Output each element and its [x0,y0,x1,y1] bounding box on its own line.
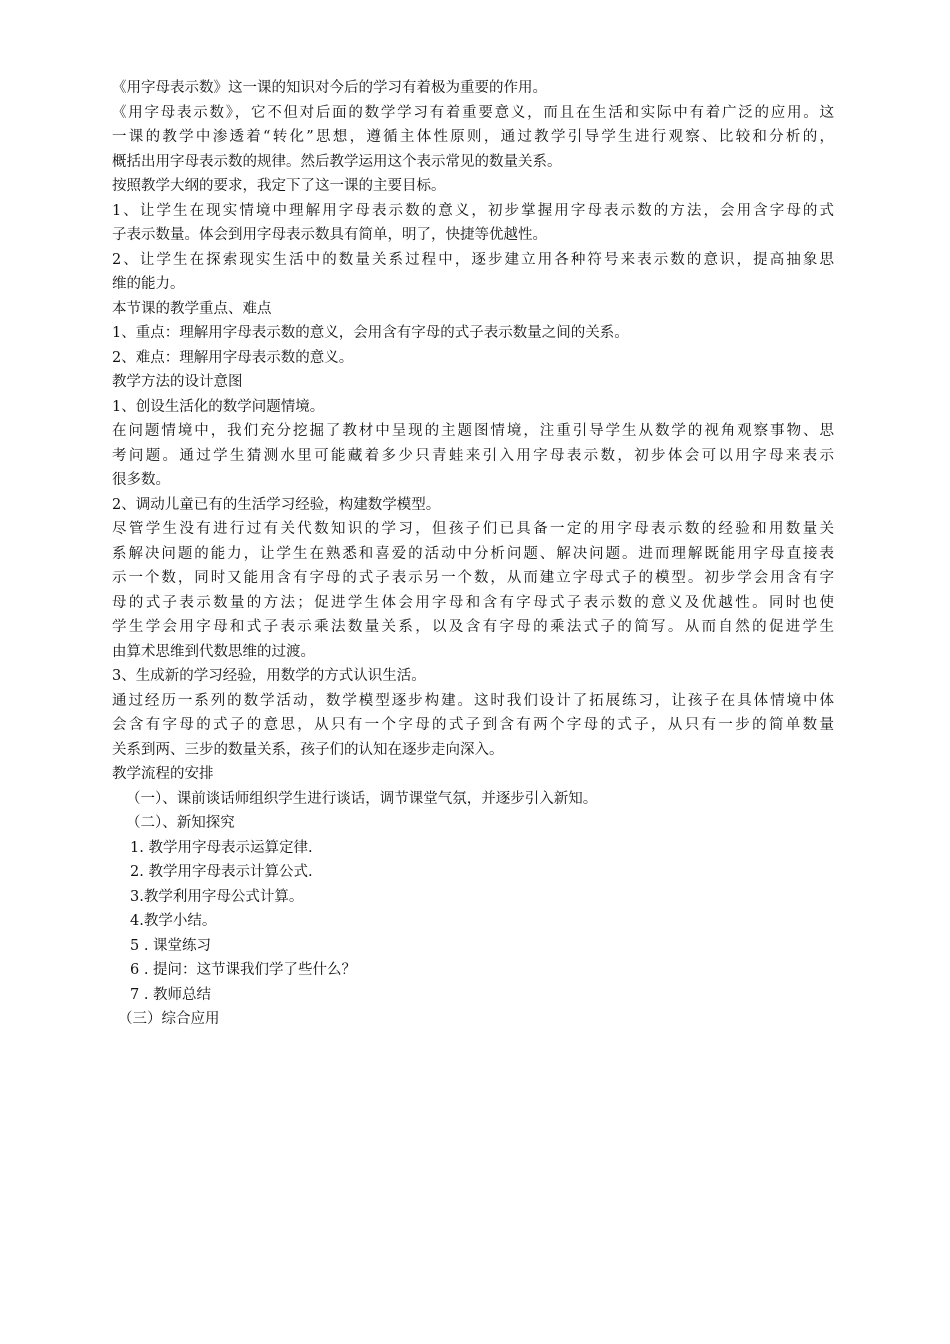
text-line: 由算术思维到代数思维的过渡。 [112,643,315,660]
text-line: 1、重点：理解用字母表示数的意义，会用含有字母的式子表示数量之间的关系。 [112,325,629,341]
text-line: 学生学会用字母和式子表示乘法数量关系，以及含有字母的乘法式子的简写。从而自然的促进学生 [112,619,834,635]
text-line: 一课的教学中渗透着“转化”思想，遵循主体性原则，通过教学引导学生进行观察、比较和分析的， [112,129,834,145]
text-line: 1. 教学用字母表示运算定律. [130,839,313,856]
text-line: 1、创设生活化的数学问题情境。 [112,398,325,415]
text-line: 教学方法的设计意图 [112,374,243,390]
text-line: 会含有字母的式子的意思，从只有一个字母的式子到含有两个字母的式子，从只有一步的简单数量 [112,717,834,733]
text-line: 示一个数，同时又能用含有字母的式子表示另一个数，从而建立字母式子的模型。初步学会用含有字 [112,570,834,586]
text-line: 2、难点：理解用字母表示数的意义。 [112,349,354,366]
text-line: 1、让学生在现实情境中理解用字母表示数的意义，初步掌握用字母表示数的方法，会用含字母的式 [112,202,834,219]
text-line: （二）、新知探究 [126,815,235,831]
text-line: 2. 教学用字母表示计算公式. [130,864,313,880]
text-line: 2、让学生在探索现实生活中的数量关系过程中，逐步建立用各种符号来表示数的意识，提高抽象思 [112,251,834,268]
text-line: 关系到两、三步的数量关系，孩子们的认知在逐步走向深入。 [112,741,504,758]
text-line: 教学流程的安排 [112,766,214,782]
text-line: 3、生成新的学习经验，用数学的方式认识生活。 [112,668,426,684]
text-line: 通过经历一系列的数学活动，数学模型逐步构建。这时我们设计了拓展练习，让孩子在具体情境中体 [112,692,834,709]
text-line: 4.教学小结。 [130,913,217,929]
text-line: 考问题。通过学生猜测水里可能藏着多少只青蛙来引入用字母表示数，初步体会可以用字母来表示 [112,447,834,464]
text-line: 2、调动儿童已有的生活学习经验，构建数学模型。 [112,496,441,513]
text-line: （三）综合应用 [118,1011,220,1027]
text-line: 很多数。 [112,472,170,488]
text-line: 母的式子表示数量的方法；促进学生体会用字母和含有字母式子表示数的意义及优越性。同时也使 [112,594,834,611]
text-line: 系解决问题的能力，让学生在熟悉和喜爱的活动中分析问题、解决问题。进而理解既能用字母直接表 [112,545,834,562]
text-line: 《用字母表示数》，它不但对后面的数学学习有着重要意义，而且在生活和实际中有着广泛的应用。这 [112,104,834,121]
text-line: 子表示数量。体会到用字母表示数具有简单，明了，快捷等优越性。 [112,227,547,243]
text-line: 6 . 提问：这节课我们学了些什么？ [130,962,357,978]
text-line: （一）、课前谈话师组织学生进行谈话，调节课堂气氛，并逐步引入新知。 [126,790,598,807]
document-page [112,76,834,1032]
text-line: 《用字母表示数》这一课的知识对今后的学习有着极为重要的作用。 [112,80,547,96]
text-line: 7 . 教师总结 [130,986,212,1003]
text-line: 按照教学大纲的要求，我定下了这一课的主要目标。 [112,178,446,194]
text-line: 维的能力。 [112,276,185,292]
text-line: 概括出用字母表示数的规律。然后教学运用这个表示常见的数量关系。 [112,153,562,170]
text-line: 本节课的教学重点、难点 [112,300,272,317]
text-line: 3.教学利用字母公式计算。 [130,888,304,905]
text-line: 尽管学生没有进行过有关代数知识的学习，但孩子们已具备一定的用字母表示数的经验和用数量关 [112,521,834,537]
text-line: 5 . 课堂练习 [130,937,212,954]
text-line: 在问题情境中，我们充分挖掘了教材中呈现的主题图情境，注重引导学生从数学的视角观察事物、思 [112,423,834,439]
